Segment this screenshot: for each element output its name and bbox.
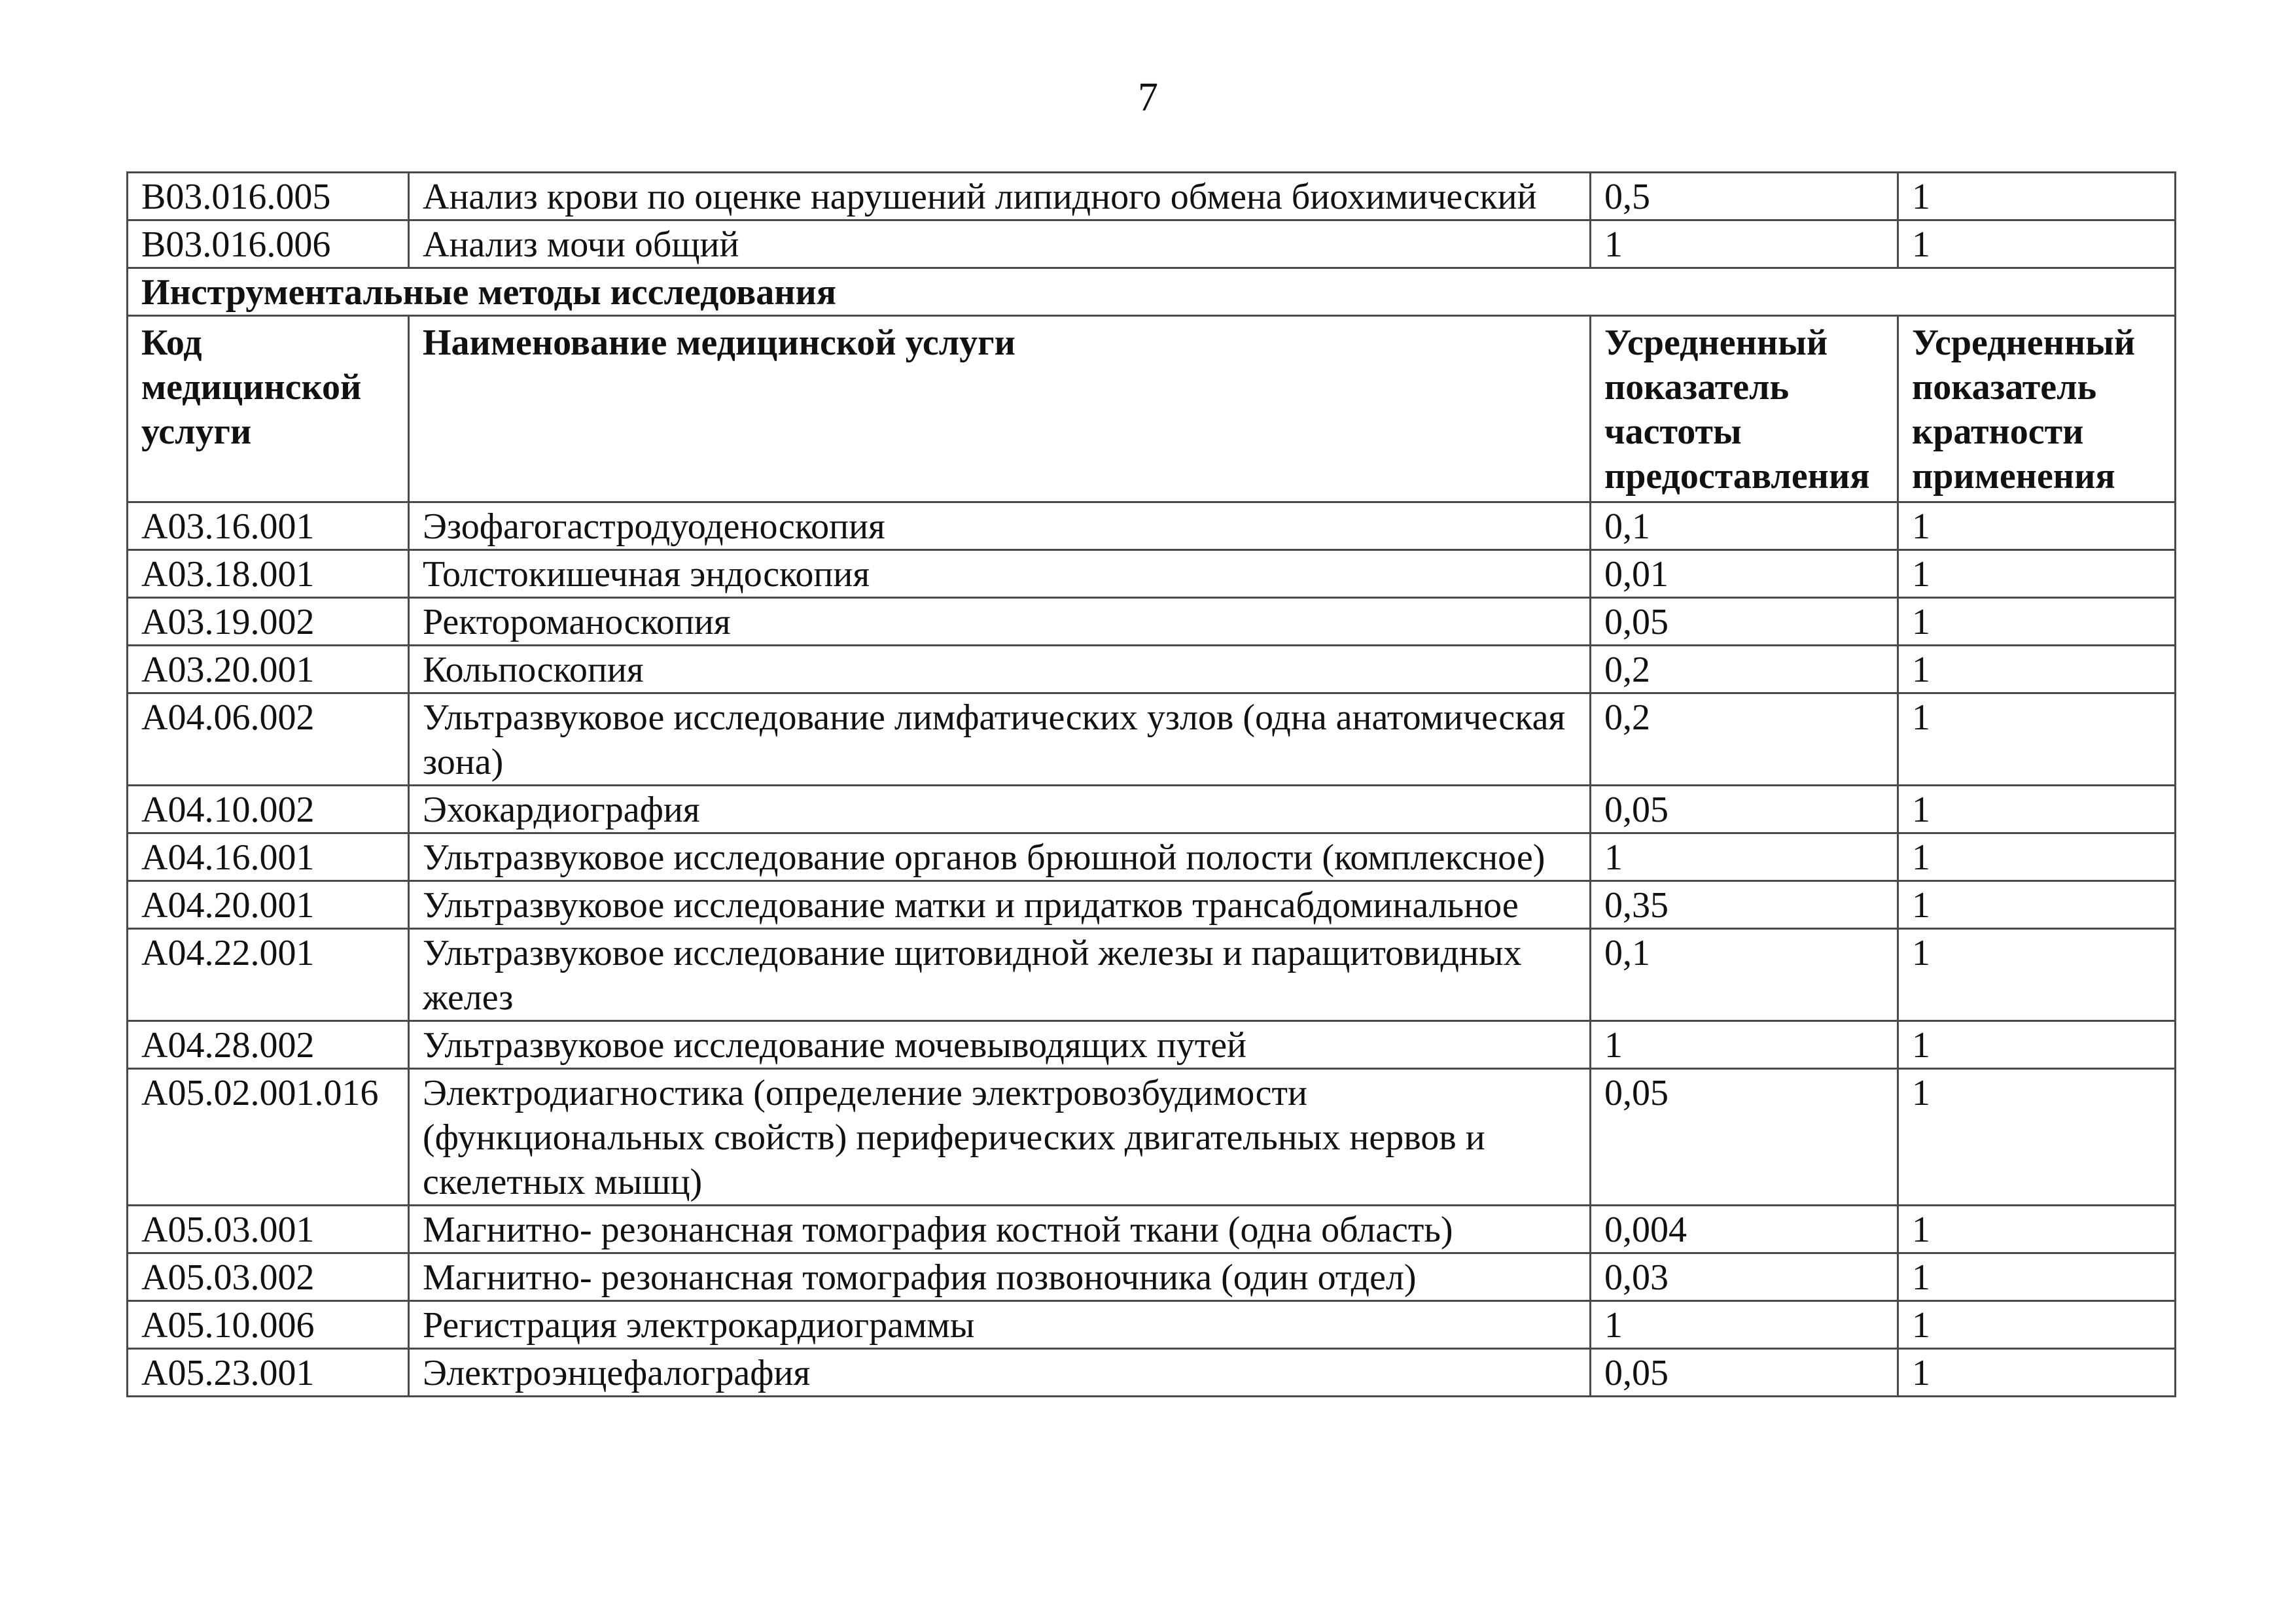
service-code: A04.10.002 [128, 786, 409, 833]
service-code: A04.06.002 [128, 693, 409, 786]
header-frequency-line: показатель [1604, 367, 1790, 408]
service-multiplicity: 1 [1898, 881, 2176, 929]
service-frequency: 0,05 [1591, 786, 1898, 833]
header-frequency-line: предоставления [1604, 456, 1870, 497]
header-multiplicity-line: показатель [1912, 367, 2097, 408]
service-multiplicity: 1 [1898, 1021, 2176, 1069]
service-multiplicity: 1 [1898, 1349, 2176, 1397]
table-row [128, 502, 2176, 550]
table-row [128, 173, 2176, 220]
service-name: Эхокардиография [409, 786, 1591, 833]
service-frequency: 0,01 [1591, 550, 1898, 598]
service-name: Кольпоскопия [409, 646, 1591, 693]
service-multiplicity: 1 [1898, 502, 2176, 550]
header-multiplicity [1898, 316, 2176, 502]
service-code: A05.10.006 [128, 1301, 409, 1349]
service-frequency: 0,03 [1591, 1253, 1898, 1301]
header-code-line: услуги [141, 411, 252, 452]
service-name: Ультразвуковое исследование органов брюшной полости (комплексное) [409, 833, 1591, 881]
section-title-row [128, 268, 2176, 316]
header-frequency-line: частоты [1604, 411, 1742, 452]
service-multiplicity: 1 [1898, 646, 2176, 693]
column-header-row [128, 316, 2176, 502]
service-code: A03.18.001 [128, 550, 409, 598]
service-multiplicity: 1 [1898, 173, 2176, 220]
service-name: Ультразвуковое исследование матки и придатков трансабдоминальное [409, 881, 1591, 929]
service-multiplicity: 1 [1898, 598, 2176, 646]
service-frequency: 0,05 [1591, 598, 1898, 646]
table-row [128, 1349, 2176, 1397]
service-multiplicity: 1 [1898, 220, 2176, 268]
service-code: B03.016.006 [128, 220, 409, 268]
service-code: A03.20.001 [128, 646, 409, 693]
header-frequency [1591, 316, 1898, 502]
service-multiplicity: 1 [1898, 929, 2176, 1021]
table-row [128, 646, 2176, 693]
table-row [128, 833, 2176, 881]
service-code: A05.02.001.016 [128, 1069, 409, 1206]
service-name: Эзофагогастродуоденоскопия [409, 502, 1591, 550]
service-multiplicity: 1 [1898, 1301, 2176, 1349]
service-frequency: 0,2 [1591, 646, 1898, 693]
service-name: Электродиагностика (определение электровозбудимости (функциональных свойств) периферических двигательных нервов и скелетных мышц) [409, 1069, 1591, 1206]
service-multiplicity: 1 [1898, 833, 2176, 881]
service-frequency: 0,004 [1591, 1206, 1898, 1253]
table-row [128, 693, 2176, 786]
service-name: Ректороманоскопия [409, 598, 1591, 646]
service-code: B03.016.005 [128, 173, 409, 220]
services-table [126, 171, 2176, 1397]
header-multiplicity-line: кратности [1912, 411, 2084, 452]
service-frequency: 1 [1591, 1021, 1898, 1069]
service-name: Магнитно- резонансная томография позвоночника (один отдел) [409, 1253, 1591, 1301]
service-name: Анализ мочи общий [409, 220, 1591, 268]
table-row [128, 1069, 2176, 1206]
service-name: Ультразвуковое исследование мочевыводящих путей [409, 1021, 1591, 1069]
service-frequency: 1 [1591, 1301, 1898, 1349]
header-name: Наименование медицинской услуги [409, 316, 1591, 502]
service-multiplicity: 1 [1898, 1206, 2176, 1253]
service-multiplicity: 1 [1898, 1069, 2176, 1206]
header-multiplicity-line: Усредненный [1912, 323, 2136, 363]
service-name: Регистрация электрокардиограммы [409, 1301, 1591, 1349]
table-row [128, 598, 2176, 646]
service-code: A04.16.001 [128, 833, 409, 881]
service-multiplicity: 1 [1898, 550, 2176, 598]
service-frequency: 1 [1591, 833, 1898, 881]
section-title: Инструментальные методы исследования [128, 268, 2176, 316]
service-frequency: 0,1 [1591, 502, 1898, 550]
table-row [128, 1253, 2176, 1301]
table-row [128, 1301, 2176, 1349]
service-code: A03.16.001 [128, 502, 409, 550]
service-frequency: 0,35 [1591, 881, 1898, 929]
header-code-line: Код [141, 323, 202, 363]
service-code: A04.20.001 [128, 881, 409, 929]
header-code [128, 316, 409, 502]
table-row [128, 1021, 2176, 1069]
service-code: A04.28.002 [128, 1021, 409, 1069]
table-row [128, 550, 2176, 598]
table-row [128, 1206, 2176, 1253]
header-multiplicity-line: применения [1912, 456, 2115, 497]
service-frequency: 0,05 [1591, 1069, 1898, 1206]
page-number: 7 [1138, 75, 1158, 120]
header-frequency-line: Усредненный [1604, 323, 1828, 363]
service-code: A03.19.002 [128, 598, 409, 646]
service-frequency: 0,1 [1591, 929, 1898, 1021]
table-row [128, 881, 2176, 929]
service-name: Анализ крови по оценке нарушений липидного обмена биохимический [409, 173, 1591, 220]
service-name: Ультразвуковое исследование лимфатических узлов (одна анатомическая зона) [409, 693, 1591, 786]
header-code-line: медицинской [141, 367, 362, 408]
table-row [128, 929, 2176, 1021]
service-code: A05.03.001 [128, 1206, 409, 1253]
service-code: A05.23.001 [128, 1349, 409, 1397]
service-multiplicity: 1 [1898, 693, 2176, 786]
service-name: Электроэнцефалография [409, 1349, 1591, 1397]
service-name: Толстокишечная эндоскопия [409, 550, 1591, 598]
service-multiplicity: 1 [1898, 1253, 2176, 1301]
service-code: A04.22.001 [128, 929, 409, 1021]
service-name: Магнитно- резонансная томография костной ткани (одна область) [409, 1206, 1591, 1253]
service-code: A05.03.002 [128, 1253, 409, 1301]
service-frequency: 0,2 [1591, 693, 1898, 786]
service-name: Ультразвуковое исследование щитовидной железы и паращитовидных желез [409, 929, 1591, 1021]
table-row [128, 220, 2176, 268]
service-multiplicity: 1 [1898, 786, 2176, 833]
service-frequency: 0,05 [1591, 1349, 1898, 1397]
table-row [128, 786, 2176, 833]
service-frequency: 1 [1591, 220, 1898, 268]
service-frequency: 0,5 [1591, 173, 1898, 220]
